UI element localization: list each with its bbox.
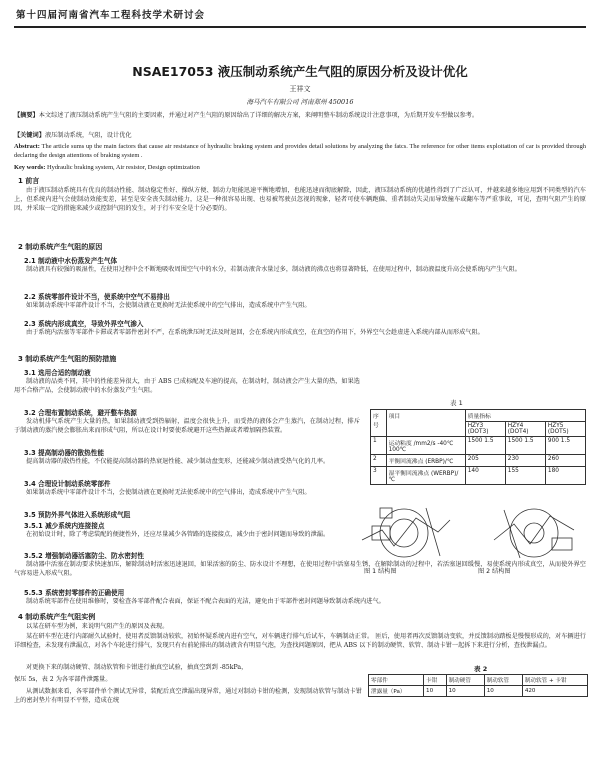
table-row — [371, 467, 586, 485]
section-3-5-1-heading: 3.5.1 减少系统内连接接点 — [24, 522, 105, 530]
table-cell: 900 1.5 — [545, 437, 585, 455]
table-cell: 1500 1.5 — [465, 437, 505, 455]
abstract-cn — [14, 112, 586, 121]
table-1-grade: HZY5 (DOT5) — [545, 422, 585, 437]
abstract-en — [14, 143, 586, 161]
table-cell: 140 — [465, 467, 505, 485]
section-3-5-2-heading: 3.5.2 增强制动器活塞防尘、防水密封性 — [24, 552, 144, 560]
section-4-heading: 4 制动系统产生气阻实例 — [18, 613, 96, 621]
figure-2-caption: 图 2 结构图 — [478, 568, 511, 575]
section-3-3-text: 提高制动器的散热性能，不仅能提高制动器的热衰退性能、减少制动盘变形，还能减少制动液受热气化的几率。 — [26, 458, 330, 465]
section-4-text-3: 保压 5s，表 2 为各零部件泄露量。 — [14, 676, 112, 683]
table-1-caption: 表 1 — [450, 399, 463, 407]
section-1-text: 由于液压制动系统具有优良的制动性能、制动稳定性好、操纵方便、制动力矩能迅速平衡地增加，也能迅速而彻底解除，因此，液压制动系统的优越性得到了广泛认可，并越来越多地应用到不同类型的汽车上，但系统内进气会使制动效能变差，甚至是安全丧失制动能力，这是一种很容易出现、也易被驾驶员忽视的现象，轻者可使车辆跑偏、重者制动失灵而导致撞车或翻车等严重事故，可见，查明气阻产生的原因，并采取一定的措施来减少或控制气阻的发生，对于行车安全是十分必要的。 — [14, 187, 586, 212]
table-1-header-quality: 质量指标 — [465, 410, 585, 422]
table-cell: 运动粘度 /mm2/s -40℃ 100℃ — [386, 437, 465, 455]
table-cell: 180 — [545, 467, 585, 485]
table-row — [371, 437, 586, 455]
keywords-label: 【关键词】 — [14, 132, 45, 139]
figure-2-drawing — [494, 509, 574, 558]
keywords-cn — [14, 132, 586, 141]
figure-1-caption: 图 1 结构图 — [364, 568, 397, 575]
section-3-5-1-text: 在初始设计时，除了考虑装配的便捷性外，还应尽量减少各管路的连接接点，减少由于密封问题而导致的泄漏。 — [26, 531, 330, 538]
table-cell: 260 — [545, 455, 585, 467]
table-1-grade: HZY3 (DOT3) — [465, 422, 505, 437]
table-2 — [368, 674, 588, 697]
section-2-2-text: 如果制动系统中零部件设计不当，会使制动液在更换时无法使系统中的空气排出，造成系统中产生气阻。 — [26, 302, 311, 309]
section-4-text: 某在研车型在进行内部耐久试验时，使用者反馈制动较软，初始怀疑系统内进有空气，对车辆进行排气后试车，车辆制动正常。 匝后，使用者再次反馈制动变软，并反馈制动踏板是慢慢形成的，对车辆进行详细检查，未发现有泄漏点，对各个车轮进行排气，发现只有右前轮排出的制动液含有明显气泡，为查找问题原因，把从 ABS 以下的制动硬管、软管、制动卡钳一起拆下来进行分析，查找泄漏点。 — [14, 633, 586, 649]
section-2-heading: 2 制动系统产生气阻的原因 — [18, 243, 103, 251]
section-3-2-text: 发动机排气系统产生大量的热，如果制动液受到热辐射，温度会很快上升，而受热的液体会产生蒸汽，在制动过程，排斥于制动液的蒸汽便会膨胀出来而形成气阻，所以在设计时要使系统避开这些热源或者增加隔热装置。 — [14, 418, 360, 434]
table-1-header-item: 项目 — [386, 410, 465, 437]
section-3-1-text: 制动液的品类不同，其中的性能差异很大，由于 ABS 已成标配及车速的提高，在制动时，制动液会产生大量的热，如果选用不合格产品，会使制动液中的水份蒸发产生气阻。 — [14, 378, 360, 394]
table-2-header: 卡钳 — [424, 675, 447, 686]
table-cell: 155 — [505, 467, 545, 485]
table-cell: 230 — [505, 455, 545, 467]
table-cell: 10 — [424, 686, 447, 697]
figure-1-drawing — [362, 508, 450, 557]
author-name: 王祥文 — [289, 85, 311, 93]
table-cell: 3 — [371, 467, 387, 485]
section-3-3-heading: 3.3 提高制动器的散热性能 — [24, 449, 104, 457]
table-1 — [370, 409, 586, 485]
table-cell: 205 — [465, 455, 505, 467]
table-1-grade: HZY4 (DOT4) — [505, 422, 545, 437]
keywords-text: 液压制动系统，气阻，设计优化 — [44, 132, 132, 139]
table-2-header: 制动软管 — [484, 675, 522, 686]
section-3-5-2-text: 制动器中活塞在制动要求快速加压，解除制动时活塞迅速退回，如果活塞的防尘、防水设计不理想，在使用过程中活塞易生锈，在解除制动的过程中，若活塞退回缓慢，易使系统内形成真空，从而使外界空气容易进入形成气阻。 — [14, 561, 586, 577]
abstract-en-label: Abstract: — [14, 143, 40, 150]
paper-title: NSAE17053 液压制动系统产生气阻的原因分析及设计优化 — [132, 64, 468, 79]
table-2-header: 制动硬管 — [446, 675, 484, 686]
table-cell: 10 — [446, 686, 484, 697]
table-row — [371, 455, 586, 467]
table-2-header: 零部件 — [369, 675, 424, 686]
table-cell: 1 — [371, 437, 387, 455]
keywords-en-text: Hydraulic braking system, Air resistor, Design optimization — [47, 164, 200, 171]
abstract-text: 本文综述了液压制动系统产生气阻的主要因素，并通过对产生气阻的原因给出了详细的解决方案，来阐明整车制动系统设计注意事项，为后期开发车型做以参考。 — [38, 112, 479, 119]
section-3-5-3-heading: 5.5.3 系统密封零部件的正确使用 — [24, 589, 125, 597]
table-cell: 湿平衡回流沸点 (WERBP)/℃ — [386, 467, 465, 485]
conference-header: 第十四届河南省汽车工程科技学术研讨会 — [14, 6, 586, 28]
section-3-4-heading: 3.4 合理设计制动系统零部件 — [24, 480, 111, 488]
structure-figures — [354, 500, 588, 566]
table-cell: 420 — [522, 686, 587, 697]
section-3-5-heading: 3.5 预防外界气体进入系统形成气阻 — [24, 511, 131, 519]
section-2-3-heading: 2.3 系统内形成真空，导致外界空气渗入 — [24, 320, 144, 328]
table-row — [369, 686, 588, 697]
table-2-row-label: 泄露量（Pa） — [369, 686, 424, 697]
section-3-4-text: 如果制动系统中零部件设计不当，会使制动液在更换时无法使系统中的空气排出，造成系统中产生气阻。 — [26, 489, 311, 496]
section-4-text-4: 从测试数据来看，各零部件单个测试无异常，装配后真空泄漏出现异常，通过对制动卡钳的检测，发现制动软管与制动卡钳上的密封垫片有明显不平整，造成在统 — [14, 688, 362, 704]
section-3-2-heading: 3.2 合理布置制动系统，避开整车热源 — [24, 409, 137, 417]
keywords-en-label: Key words: — [14, 164, 46, 171]
affiliation: 海马汽车有限公司 河南郑州 450016 — [246, 98, 354, 106]
table-cell: 10 — [484, 686, 522, 697]
table-cell: 2 — [371, 455, 387, 467]
section-4-text-2: 对更换下来的制动硬管、制动软管和卡钳进行抽真空试验，抽真空到到 -85kPa， — [26, 664, 248, 671]
section-1-heading: 1 前言 — [18, 177, 40, 185]
section-3-1-heading: 3.1 选用合适的制动液 — [24, 369, 91, 377]
abstract-en-text: The article sums up the main factors that cause air resistance of hydraulic braking system and provides detail solutions by analyzing the fatcs. The reference for other items exploitation of car is provided through declaring the design attentions of braking system . — [14, 143, 586, 159]
table-1-header-no: 序号 — [371, 410, 387, 437]
section-2-1-heading: 2.1 制动液中水份蒸发产生气体 — [24, 257, 118, 265]
table-2-caption: 表 2 — [474, 665, 488, 673]
abstract-label: 【摘要】 — [14, 112, 39, 119]
section-2-2-heading: 2.2 系统零部件设计不当，使系统中空气不易排出 — [24, 293, 170, 301]
table-row — [369, 675, 588, 686]
table-cell: 平衡回流沸点 (ERBP)/℃ — [386, 455, 465, 467]
section-2-3-text: 由于系统内活塞等零部件卡滞或者零部件密封不严，在系统泄压时无法及时退回，会在系统内形成真空，在真空的作用下，外界空气会趁虚进入系统内部从而形成气阻。 — [26, 329, 484, 336]
keywords-en — [14, 164, 586, 173]
section-2-1-text: 制动液具有较强的吸湿性，在使用过程中会不断地吸收周围空气中的水分，若制动液含水量过多，制动液的沸点也将显著降低，在使用过程中，制动液温度升高会使系统内产生气阻。 — [26, 266, 521, 273]
section-3-5-3-text: 制动系统零部件在使用维修时，要检查各零部件配合表面，保证不配合表面的光洁，避免由于零部件密封问题导致制动系统内进气。 — [26, 598, 385, 605]
section-3-heading: 3 制动系统产生气阻的预防措施 — [18, 355, 117, 363]
section-4-intro: 以某在研车型为例，来说明气阻产生的原因及表现。 — [26, 623, 169, 630]
table-cell: 1500 1.5 — [505, 437, 545, 455]
table-2-header: 制动软管 + 卡钳 — [522, 675, 587, 686]
